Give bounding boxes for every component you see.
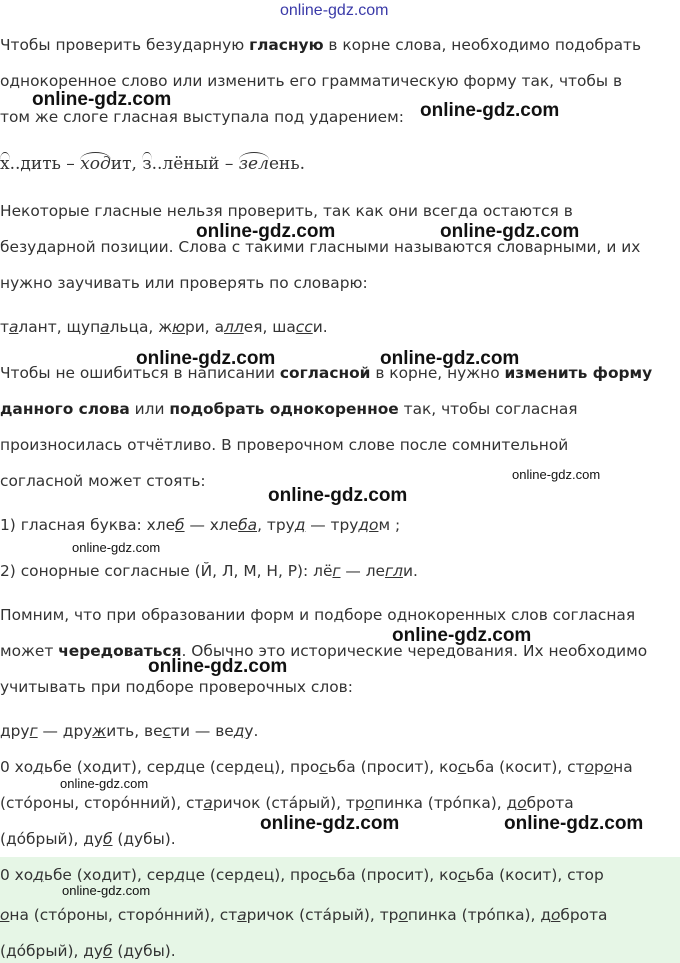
example-words-1: х..дить – ходит, з..лёный – зелень. [0,154,306,174]
p3-line2: данного слова или подобрать однокоренное так, чтобы согласная [0,400,578,418]
watermark-top: online-gdz.com [280,2,389,19]
watermark: online-gdz.com [420,100,560,121]
watermark: online-gdz.com [32,89,172,110]
watermark: online-gdz.com [268,485,408,506]
watermark-small: online-gdz.com [72,540,161,555]
answer-line3: (дóбрый), дуб (дубы). [0,942,176,960]
task-line1: 0 ходьбе (ходит), сердце (сердец), просьба (просит), косьба (косит), сторона [0,758,633,776]
p4-line2: может чередоваться. Обычно это исторические чередования. Их необходимо [0,642,648,660]
p2-line1: Некоторые гласные нельзя проверить, так как они всегда остаются в [0,202,573,220]
vocabulary-words: талант, щупальца, жюри, аллея, шасси. [0,318,328,336]
rule-1: 1) гласная буква: хлеб — хлеба, труд — трудом ; [0,516,401,534]
watermark-small: online-gdz.com [512,467,601,482]
task-line2: (стóроны, сторóнний), старичок (стáрый), тропинка (трóпка), доброта [0,794,574,812]
p4-line3: учитывать при подборе проверочных слов: [0,678,353,696]
p3-line3: произносилась отчётливо. В проверочном слове после сомнительной [0,436,569,454]
watermark: online-gdz.com [380,348,520,369]
p3-line4: согласной может стоять: [0,472,206,490]
p4-line1: Помним, что при образовании форм и подборе однокоренных слов согласная [0,606,636,624]
p2-line3: нужно заучивать или проверять по словарю: [0,274,368,292]
watermark-small: online-gdz.com [62,883,151,898]
watermark: online-gdz.com [136,348,276,369]
answer-line2: она (стóроны, сторóнний), старичок (стáрый), тропинка (трóпка), доброта [0,906,608,924]
p3-line1: Чтобы не ошибиться в написании согласной в корне, нужно изменить форму [0,364,653,382]
watermark: online-gdz.com [196,221,336,242]
watermark: online-gdz.com [148,656,288,677]
watermark: online-gdz.com [392,625,532,646]
watermark-small: online-gdz.com [60,776,149,791]
watermark: online-gdz.com [260,813,400,834]
example-words-2: друг — дружить, вести — веду. [0,722,259,740]
watermark: online-gdz.com [504,813,644,834]
p2-line2: безударной позиции. Слова с такими гласными называются словарными, и их [0,238,641,256]
p1-line3: том же слоге гласная выступала под ударением: [0,108,404,126]
answer-line1: 0 ходьбе (ходит), сердце (сердец), просьба (просит), косьба (косит), стор [0,866,604,884]
watermark: online-gdz.com [440,221,580,242]
rule-2: 2) сонорные согласные (Й, Л, М, Н, Р): лёг — легли. [0,562,418,580]
task-line3: (дóбрый), дуб (дубы). [0,830,176,848]
p1-line1: Чтобы проверить безударную гласную в корне слова, необходимо подобрать [0,36,642,54]
p1-line2: однокоренное слово или изменить его грамматическую форму так, чтобы в [0,72,623,90]
